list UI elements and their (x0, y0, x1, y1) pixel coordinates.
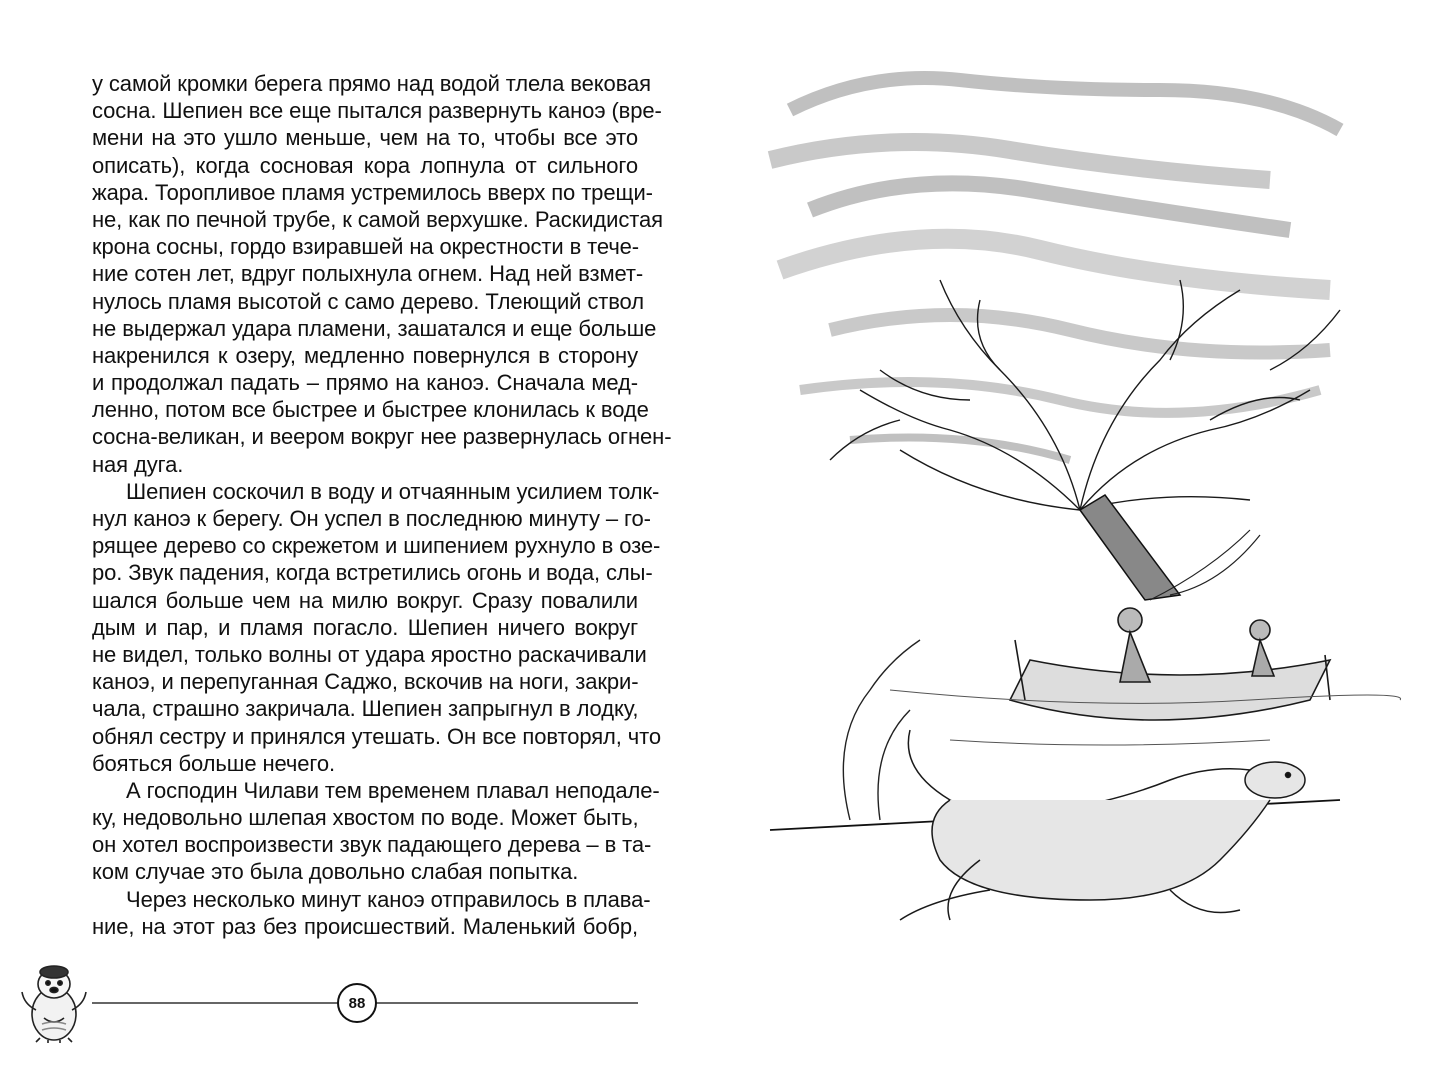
falling-pine-canoe-beaver-illustration (750, 40, 1410, 1050)
text-line: сосна-великан, и веером вокруг нее развернулась огнен- (92, 424, 672, 450)
text-line: Через несколько минут каноэ отправилось в плава- (126, 886, 651, 912)
text-line: жара. Торопливое пламя устремилось вверх по трещи- (92, 179, 653, 205)
text-line: чала, страшно закричала. Шепиен запрыгнул в лодку, (92, 696, 639, 722)
page-number: 88 (337, 983, 377, 1023)
text-line: он хотел воспроизвести звук падающего дерева – в та- (92, 832, 652, 858)
text-line: у самой кромки берега прямо над водой тлела вековая (92, 71, 651, 96)
text-line: бояться больше нечего. (92, 750, 336, 776)
text-line: нулось пламя высотой с само дерево. Тлеющий ствол (92, 288, 644, 314)
splash-sketch (843, 640, 920, 820)
text-line: не выдержал удара пламени, зашатался и еще больше (92, 315, 657, 341)
tree-trunk-sketch (1080, 495, 1180, 600)
text-line: сосна. Шепиен все еще пытался развернуть каноэ (вре- (92, 98, 662, 124)
text-line: Шепиен соскочил в воду и отчаянным усилием толк- (126, 478, 660, 504)
text-line: ро. Звук падения, когда встретились огонь и вода, слы- (92, 560, 653, 586)
text-line: А господин Чилави тем временем плавал неподале- (126, 777, 660, 803)
text-line: ние сотен лет, вдруг полыхнула огнем. Над ней взмет- (92, 261, 644, 287)
tree-crown-sketch (770, 78, 1340, 460)
text-line: ная дуга. (92, 451, 184, 477)
text-line: описать), когда сосновая кора лопнула от сильного (92, 152, 638, 178)
text-line: каноэ, и перепуганная Саджо, вскочив на ноги, закри- (92, 669, 639, 695)
beaver-mascot-icon (14, 958, 94, 1044)
text-line: ку, недовольно шлепая хвостом по воде. Может быть, (92, 805, 639, 831)
text-line: обнял сестру и принялся утешать. Он все повторял, что (92, 723, 662, 749)
text-line: крона сосны, гордо взиравшей на окрестности в тече- (92, 234, 640, 260)
body-text (92, 70, 672, 940)
text-line: не, как по печной трубе, к самой верхушке. Раскидистая (92, 206, 663, 232)
text-line: и продолжал падать – прямо на каноэ. Сначала мед- (92, 370, 638, 396)
text-line: дым и пар, и пламя погасло. Шепиен ничего вокруг (92, 614, 638, 640)
text-line: нул каноэ к берегу. Он успел в последнюю минуту – го- (92, 506, 651, 531)
text-line: накренился к озеру, медленно повернулся в сторону (92, 342, 638, 368)
text-line: шался больше чем на милю вокруг. Сразу повалили (92, 587, 638, 613)
text-line: мени на это ушло меньше, чем на то, чтобы все это (92, 125, 638, 151)
beaver-swimming-sketch (900, 730, 1305, 920)
text-line: ком случае это была довольно слабая попытка. (92, 859, 579, 885)
text-line: не видел, только волны от удара яростно раскачивали (92, 641, 647, 667)
text-line: ние, на этот раз без происшествий. Маленький бобр, (92, 913, 638, 939)
text-line: рящее дерево со скрежетом и шипением рухнуло в озе- (92, 533, 661, 559)
text-line: ленно, потом все быстрее и быстрее клонилась к воде (92, 397, 649, 423)
